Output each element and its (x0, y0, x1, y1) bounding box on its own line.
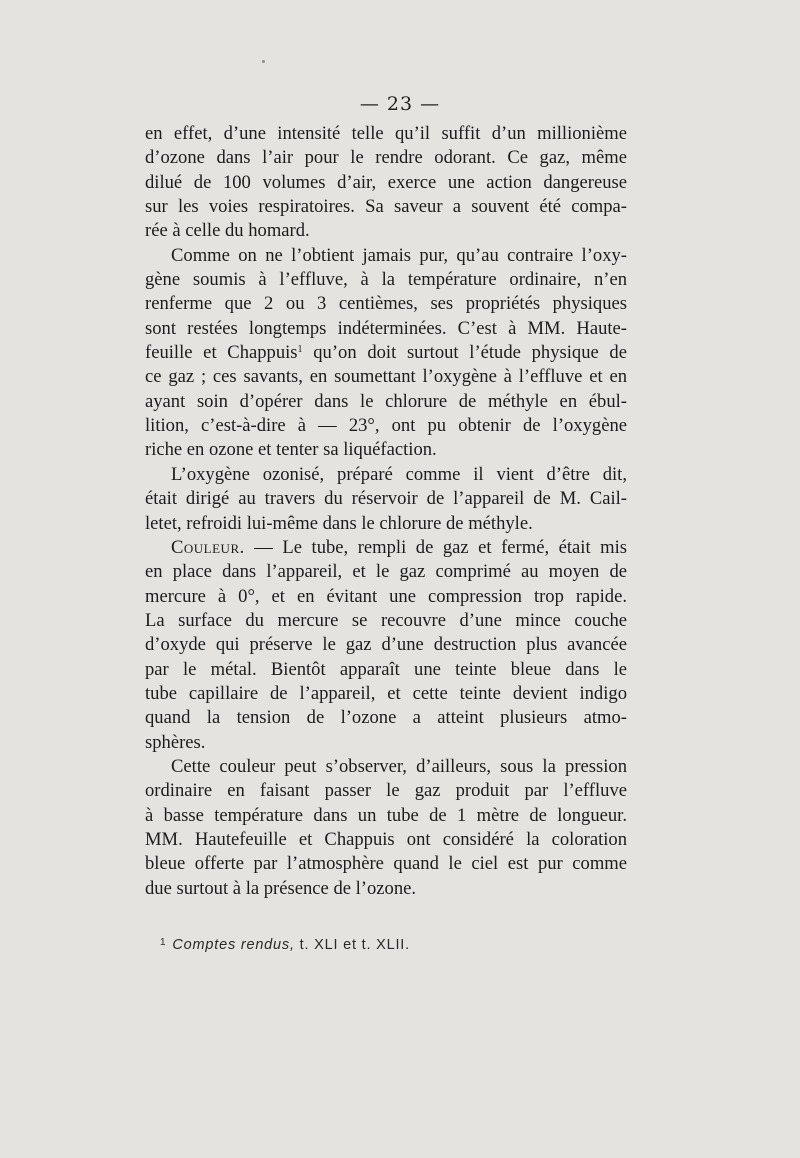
text-line: sur les voies respiratoires. Sa saveur a souvent été compa- (145, 196, 627, 218)
text-line: sont restées longtemps indéterminées. C’est à MM. Haute- (145, 317, 627, 339)
text-line: letet, refroidi lui-même dans le chlorure de méthyle. (145, 512, 533, 534)
text-line: en effet, d’une intensité telle qu’il suffit d’un millionième (145, 123, 627, 144)
text-fragment: feuille et Chappuis (145, 342, 298, 364)
text-line: était dirigé au travers du réservoir de l’appareil de M. Cail- (145, 488, 627, 510)
text-line: lition, c’est-à-dire à — 23°, ont pu obtenir de l’oxygène (145, 415, 627, 437)
text-fragment: — Le tube, rempli de gaz et fermé, était mis (244, 536, 627, 558)
page-number: — 23 — (359, 93, 441, 115)
footnote (160, 937, 410, 953)
text-line: ayant soin d’opérer dans le chlorure de méthyle en ébul- (145, 390, 627, 412)
text-line: MM. Hautefeuille et Chappuis ont considéré la coloration (145, 828, 627, 850)
text-line: La surface du mercure se recouvre d’une mince couche (145, 609, 627, 631)
footnote-text: t. XLI et t. XLII. (294, 937, 410, 953)
text-fragment: qu’on doit surtout l’étude physique de (302, 342, 627, 364)
text-line: d’ozone dans l’air pour le rendre odorant. Ce gaz, même (145, 147, 627, 169)
text-line: sphères. (145, 731, 206, 753)
text-line: bleue offerte par l’atmosphère quand le ciel est pur comme (145, 853, 627, 875)
text-line: Comme on ne l’obtient jamais pur, qu’au contraire l’oxy- (171, 244, 627, 266)
body-text (145, 122, 627, 901)
text-line: tube capillaire de l’appareil, et cette teinte devient indigo (145, 682, 627, 704)
text-line: mercure à 0°, et en évitant une compression trop rapide. (145, 585, 627, 607)
text-line: L’oxygène ozonisé, préparé comme il vient d’être dit, (171, 463, 627, 485)
footnote-mark: 1 (160, 937, 167, 948)
text-line: gène soumis à l’effluve, à la température ordinaire, n’en (145, 269, 627, 291)
text-line: due surtout à la présence de l’ozone. (145, 877, 417, 899)
text-line-with-footnote (145, 341, 627, 365)
text-line: ordinaire en faisant passer le gaz produit par l’effluve (145, 780, 627, 802)
text-line: dilué de 100 volumes d’air, exerce une action dangereuse (145, 171, 627, 193)
text-line: ce gaz ; ces savants, en soumettant l’oxygène à l’effluve et en (145, 366, 627, 388)
text-line: rée à celle du homard. (145, 220, 310, 242)
text-line: d’oxyde qui préserve le gaz d’une destruction plus avancée (145, 634, 627, 656)
footnote-title: Comptes rendus, (172, 937, 295, 953)
text-line: Cette couleur peut s’observer, d’ailleurs, sous la pression (171, 755, 627, 777)
paper-speck (262, 60, 265, 63)
text-line: riche en ozone et tenter sa liquéfaction. (145, 439, 437, 461)
text-line: renferme que 2 ou 3 centièmes, ses propriétés physiques (145, 293, 627, 315)
footnote-reference: 1 (297, 344, 303, 356)
text-line: à basse température dans un tube de 1 mètre de longueur. (145, 804, 627, 826)
text-line: par le métal. Bientôt apparaît une teinte bleue dans le (145, 658, 627, 680)
text-line: quand la tension de l’ozone a atteint plusieurs atmo- (145, 707, 627, 729)
section-heading: Couleur. (171, 536, 245, 558)
text-line: en place dans l’appareil, et le gaz comprimé au moyen de (145, 561, 627, 583)
text-line-with-heading (145, 536, 627, 560)
